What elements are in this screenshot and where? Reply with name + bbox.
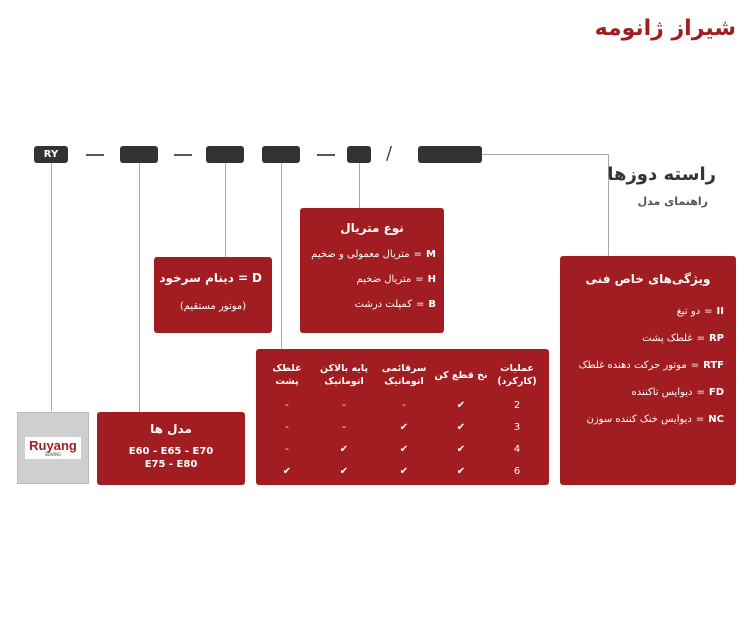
dynamo-slot-pill [206,146,244,163]
features-box-title: ویژگی‌های خاص فنی [585,272,711,286]
table-row [262,438,544,460]
table-cell: - [342,399,346,411]
model-prefix-pill: RY [34,146,68,163]
connector-material [359,163,360,208]
table-header-row [262,356,544,394]
separator-slash: / [386,143,393,164]
table-row [262,460,544,482]
table-cell: - [285,421,289,433]
material-item: B = کمپلت درشت [354,299,436,310]
material-label: کمپلت درشت [354,299,412,310]
table-cell: 3 [513,421,521,433]
ops-slot-pill [262,146,300,163]
feature-label: دو تیغ [676,306,701,317]
table-cell: ✔ [339,465,349,477]
table-cell: 6 [513,465,521,477]
operations-table [262,356,544,482]
table-cell: ✔ [456,465,466,477]
material-label: متریال معمولی و ضخیم [311,249,410,260]
connector-ops [281,163,282,349]
models-line-2: E75 - E80 [144,459,198,470]
table-cell: 4 [513,443,521,455]
feature-item: RP = غلطک پشت [642,333,724,344]
separator-dash [317,154,335,156]
dynamo-box [154,257,272,333]
shiraz-janome-logo: شیراز ژانومه [594,16,736,41]
ruyang-brand-logo [17,412,89,484]
models-box-title: مدل ها [150,422,192,436]
features-slot-pill [418,146,482,163]
table-cell: - [342,421,346,433]
table-cell: ✔ [456,421,466,433]
connector-dynamo [225,163,226,257]
material-label: متریال ضخیم [356,274,412,285]
material-code: M [426,249,436,260]
table-cell: ✔ [399,465,409,477]
feature-label: دیوایس تاکننده [631,387,693,398]
table-row [262,416,544,438]
material-box [300,208,444,333]
dynamo-code: D [252,271,262,285]
separator-dash [86,154,104,156]
feature-label: موتور حرکت دهنده غلطک [578,360,687,371]
material-slot-pill [347,146,371,163]
table-cell: ✔ [456,443,466,455]
model-slot-pill [120,146,158,163]
material-box-title: نوع متریال [340,221,404,235]
table-cell: ✔ [399,421,409,433]
table-cell: ✔ [339,443,349,455]
connector-models [139,163,140,412]
connector-features-h [482,154,608,155]
table-cell: ✔ [282,465,292,477]
feature-code: NC [708,414,724,425]
brand-name: Ruyang [29,438,77,453]
table-cell: ✔ [399,443,409,455]
table-header-cell: عملیات (کارکرد) [497,363,537,387]
table-cell: - [285,399,289,411]
material-item: M = متریال معمولی و ضخیم [311,249,436,260]
dynamo-label: دینام سرخود [159,271,234,285]
feature-code: RP [708,333,724,344]
separator-dash [174,154,192,156]
connector-brand [51,163,52,411]
feature-code: II [716,306,724,317]
feature-item: II = دو تیغ [676,306,724,317]
table-header-cell: نخ قطع کن [434,369,488,381]
dynamo-note: (موتور مستقیم) [179,301,247,312]
page-subtitle: راهنمای مدل [637,195,708,208]
page-title: راسته دوزها [607,164,716,185]
table-cell: - [402,399,406,411]
material-code: B [428,299,436,310]
models-line-1: E60 - E65 - E70 [128,446,214,457]
table-row [262,394,544,416]
material-item: H = متریال ضخیم [356,274,436,285]
material-code: H [427,274,436,285]
table-header-cell: غلطک پشت [272,363,302,387]
models-box [97,412,245,485]
feature-label: دیوایس خنک کننده سوزن [586,414,692,425]
feature-item: NC = دیوایس خنک کننده سوزن [586,414,724,425]
table-cell: - [285,443,289,455]
features-box [560,256,736,485]
table-cell: 2 [513,399,521,411]
brand-tagline: SEWING [44,452,62,457]
feature-code: FD [708,387,724,398]
table-header-cell: سرقائمی اتوماتیک [381,363,427,387]
feature-item: RTF = موتور حرکت دهنده غلطک [578,360,724,371]
table-header-cell: پایه بالاکن اتوماتیک [319,363,369,387]
table-cell: ✔ [456,399,466,411]
feature-label: غلطک پشت [642,333,693,344]
feature-item: FD = دیوایس تاکننده [631,387,724,398]
ruyang-logo-mark [25,437,81,459]
dynamo-box-title: D = دینام سرخود [159,271,262,285]
feature-code: RTF [703,360,724,371]
